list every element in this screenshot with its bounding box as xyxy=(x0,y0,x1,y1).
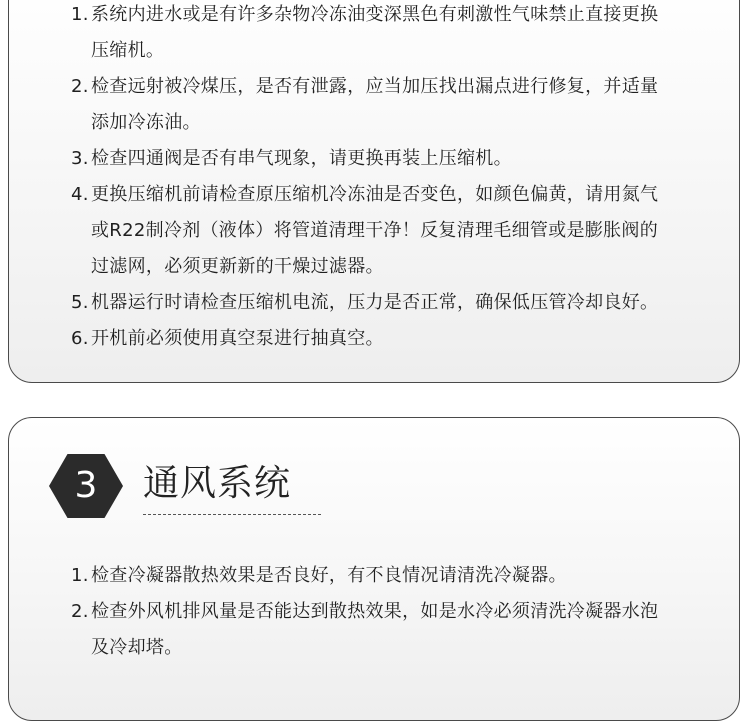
list-item-line: 检查四通阀是否有串气现象，请更换再装上压缩机。 xyxy=(91,148,512,169)
list-item-number: 2. xyxy=(71,76,89,97)
previous-section-card xyxy=(8,0,740,383)
list-item xyxy=(71,285,721,321)
list-item-line: 系统内进水或是有许多杂物冷冻油变深黑色有刺激性气味禁止直接更换 xyxy=(91,4,659,25)
list-item-number: 1. xyxy=(71,4,89,25)
section-number: 3 xyxy=(74,465,98,506)
list-item-line: 机器运行时请检查压缩机电流，压力是否正常，确保低压管冷却良好。 xyxy=(91,292,659,313)
list-item-line: 添加冷冻油。 xyxy=(91,112,201,133)
list-item-line: 开机前必须使用真空泵进行抽真空。 xyxy=(91,328,384,349)
list-item-line: 或R22制冷剂（液体）将管道清理干净！反复清理毛细管或是膨胀阀的 xyxy=(91,220,659,241)
list-item-number: 3. xyxy=(71,148,89,169)
list-item-line: 检查外风机排风量是否能达到散热效果，如是水冷必须清洗冷凝器水泡 xyxy=(91,601,659,622)
list-item-line: 压缩机。 xyxy=(91,40,165,61)
section-title: 通风系统 xyxy=(143,463,292,504)
title-dashed-underline xyxy=(143,514,321,515)
list-item-number: 4. xyxy=(71,184,89,205)
list-item-line: 检查远射被冷煤压，是否有泄露，应当加压找出漏点进行修复，并适量 xyxy=(91,76,659,97)
list-item xyxy=(71,558,721,594)
ventilation-list xyxy=(71,558,721,666)
ventilation-section-card xyxy=(8,417,740,721)
list-item xyxy=(71,321,721,357)
list-item xyxy=(71,141,721,177)
list-item-number: 5. xyxy=(71,292,89,313)
list-item-number: 6. xyxy=(71,328,89,349)
list-item-line: 过滤网，必须更新新的干燥过滤器。 xyxy=(91,256,384,277)
list-item-line: 检查冷凝器散热效果是否良好，有不良情况请清洗冷凝器。 xyxy=(91,565,567,586)
list-item xyxy=(71,594,721,666)
list-item-number: 2. xyxy=(71,601,89,622)
previous-section-list xyxy=(71,0,721,357)
list-item-number: 1. xyxy=(71,565,89,586)
list-item xyxy=(71,177,721,285)
list-item-line: 更换压缩机前请检查原压缩机冷冻油是否变色，如颜色偏黄，请用氮气 xyxy=(91,184,659,205)
list-item-line: 及冷却塔。 xyxy=(91,637,183,658)
list-item xyxy=(71,69,721,141)
list-item xyxy=(71,0,721,69)
section-number-badge xyxy=(49,454,123,518)
